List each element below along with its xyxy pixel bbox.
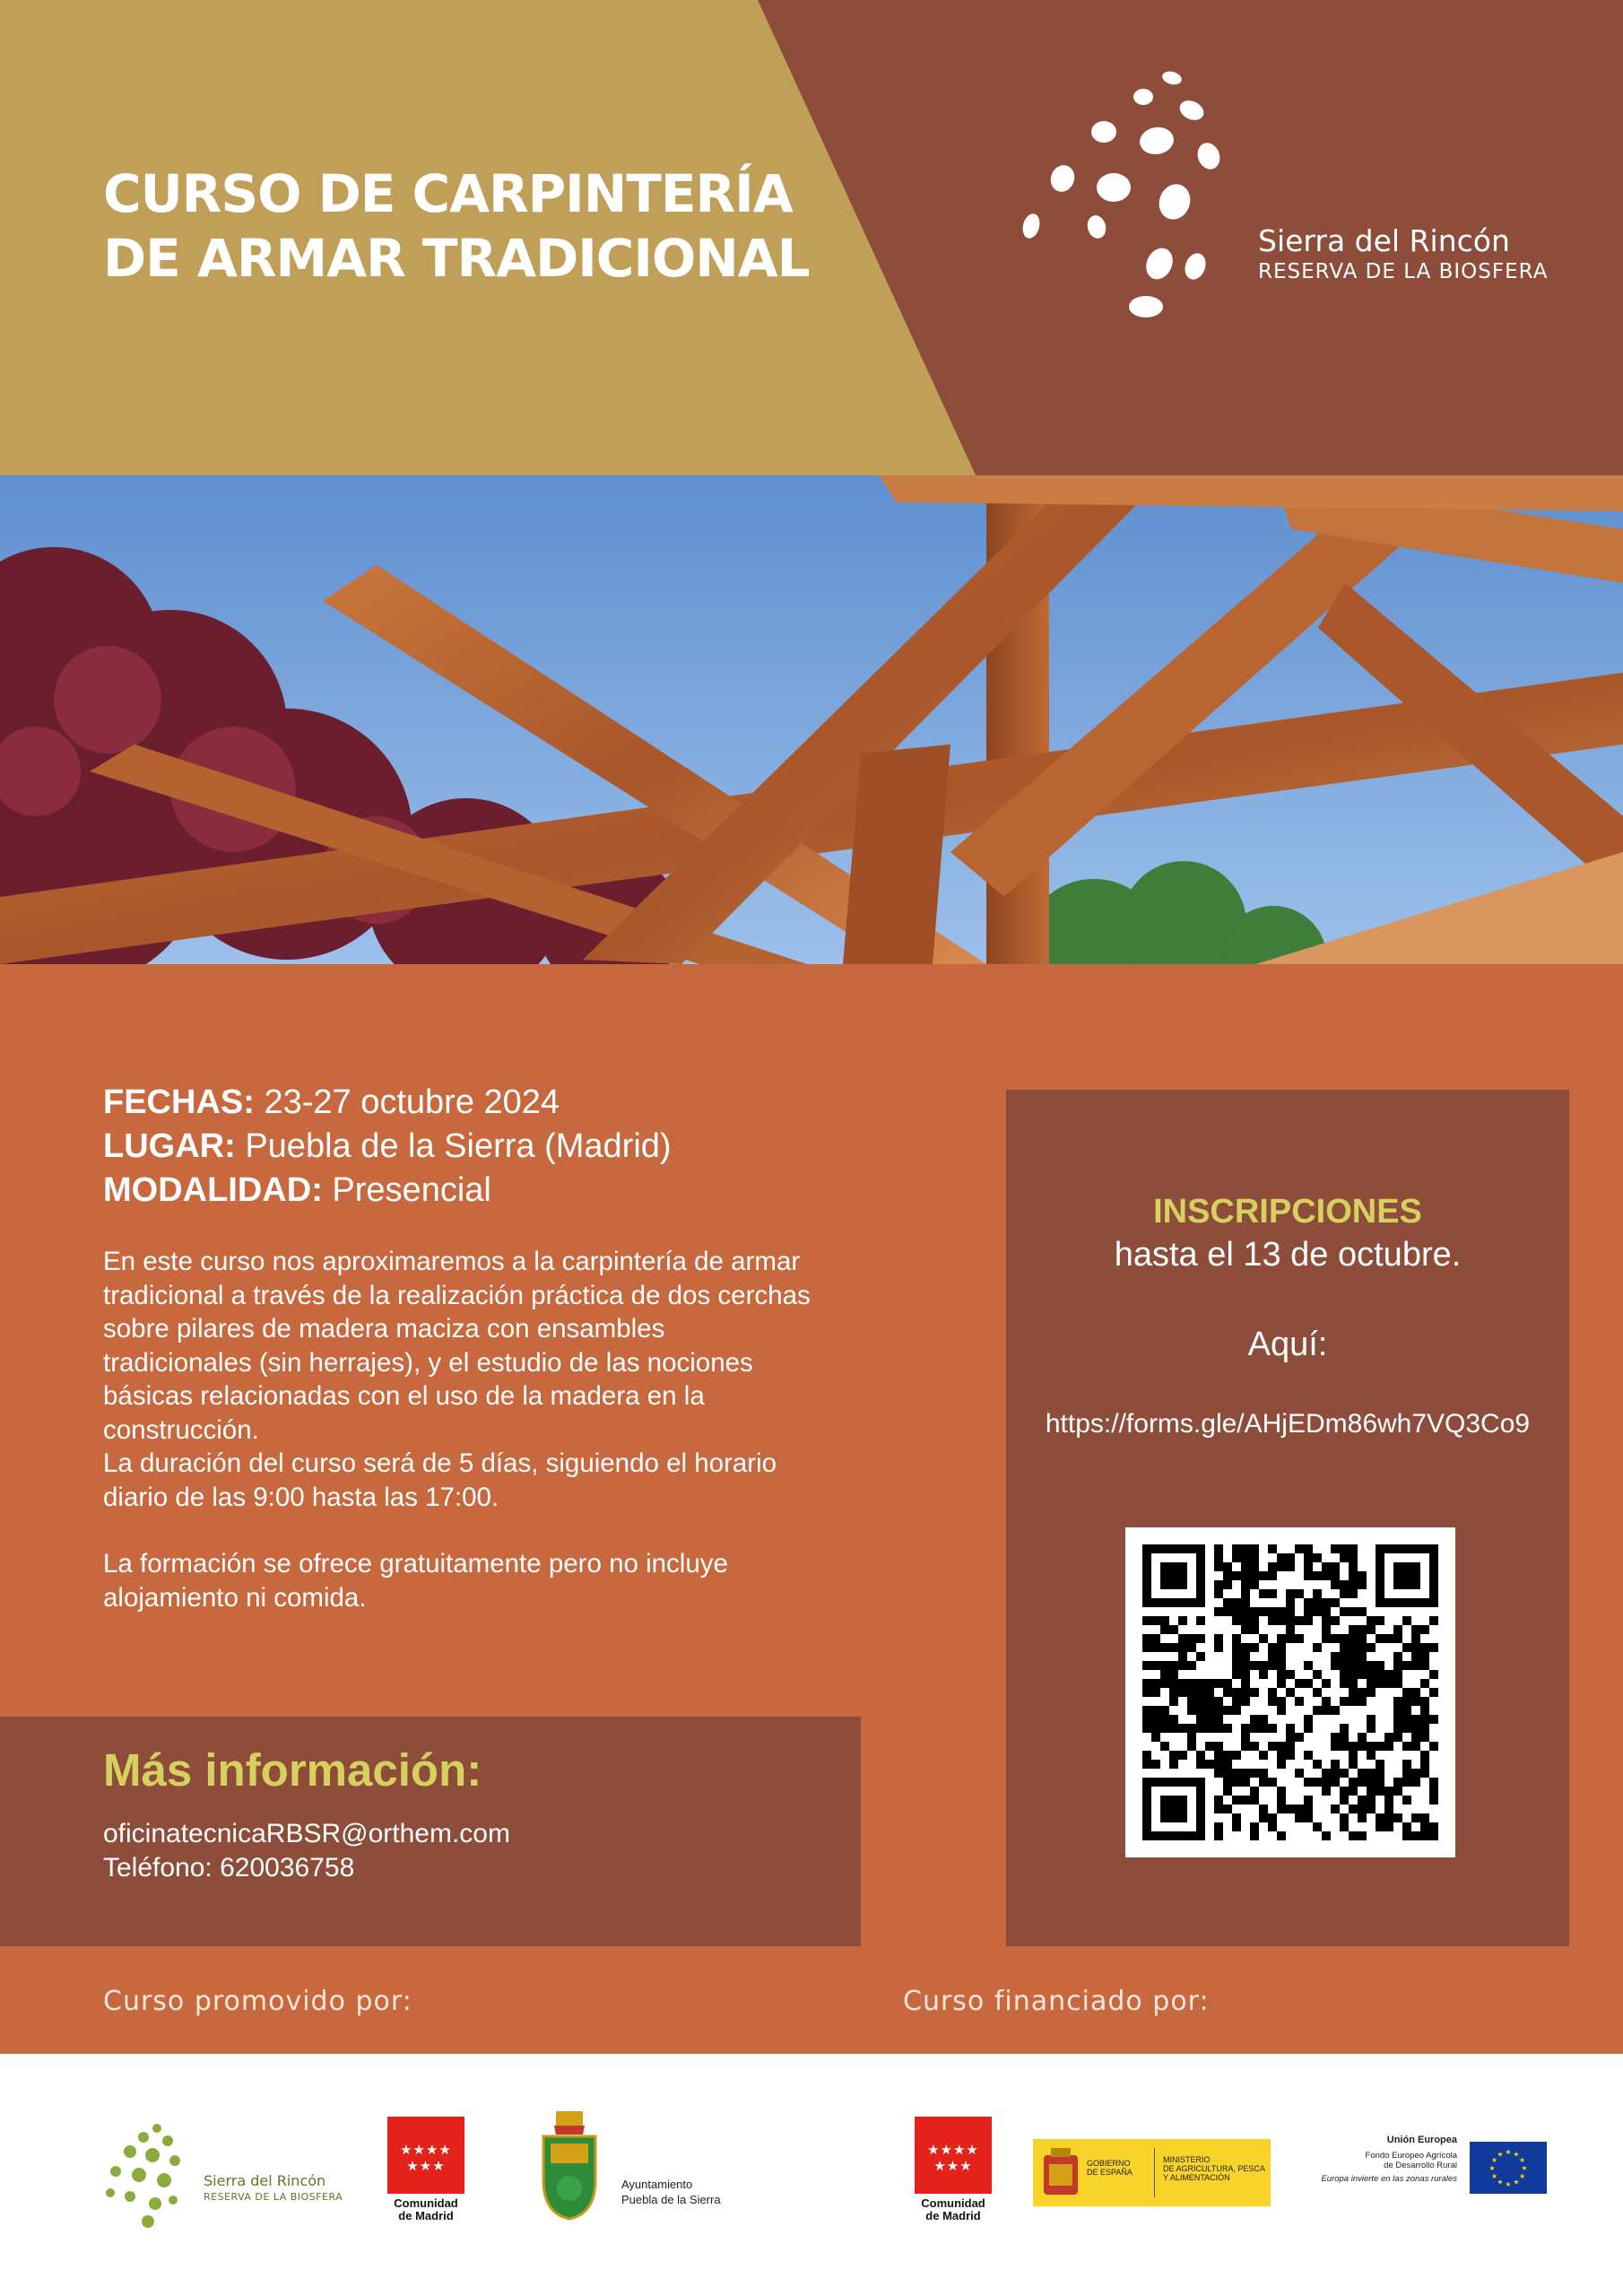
promoted-by-label: Curso promovido por:: [103, 1986, 412, 2017]
timber-frame-photo: [0, 475, 1623, 964]
gob-line-1: GOBIERNO: [1087, 2159, 1131, 2168]
small-logo-sub: RESERVA DE LA BIOSFERA: [204, 2191, 343, 2203]
svg-text:★: ★: [1519, 2172, 1526, 2180]
min-line-3: Y ALIMENTACIÓN: [1163, 2173, 1230, 2182]
spain-shield-icon: [1040, 2146, 1081, 2200]
svg-text:★: ★: [1505, 2148, 1512, 2156]
mode-value: Presencial: [332, 1171, 491, 1209]
dates-value: 23-27 octubre 2024: [264, 1083, 560, 1121]
svg-text:★: ★: [1490, 2156, 1497, 2164]
more-info-box: [0, 1717, 861, 1946]
timber-frame-illustration: [0, 475, 1623, 964]
qr-code-icon[interactable]: [1125, 1527, 1455, 1857]
course-description: [103, 1245, 820, 1614]
small-logo-name: Sierra del Rincón: [204, 2172, 326, 2189]
svg-text:★: ★: [1513, 2178, 1520, 2187]
min-line-2: DE AGRICULTURA, PESCA: [1163, 2164, 1265, 2173]
svg-text:★: ★: [1521, 2164, 1528, 2172]
mode-label: MODALIDAD:: [103, 1171, 323, 1209]
title-line-1: CURSO DE CARPINTERÍA: [103, 163, 793, 224]
ayuntamiento-logo: [538, 2108, 753, 2233]
place-label: LUGAR:: [103, 1127, 236, 1165]
cm2-line-1: Comunidad: [921, 2196, 985, 2210]
svg-text:★: ★: [1490, 2172, 1497, 2180]
eu-line-3: Europa invierte en las zonas rurales: [1321, 2174, 1457, 2184]
course-facts: [103, 1081, 672, 1213]
green-dots-logo-icon: [103, 2121, 193, 2229]
svg-text:★: ★: [1505, 2180, 1512, 2188]
registration-link[interactable]: https://forms.gle/AHjEDm86wh7VQ3Co9: [1045, 1409, 1531, 1439]
eu-line-1: Fondo Europeo Agrícola: [1365, 2151, 1457, 2161]
svg-text:★: ★: [1513, 2150, 1520, 2159]
dates-row: [103, 1081, 672, 1125]
ayto-line-2: Puebla de la Sierra: [621, 2193, 721, 2206]
ayto-line-1: Ayuntamiento: [621, 2178, 693, 2191]
madrid-flag-icon-2: ★★★★ ★★★: [915, 2117, 992, 2194]
description-paragraph-3: La formación se ofrece gratuitamente pero no incluye alojamiento ni comida.: [103, 1549, 728, 1613]
cm1-line-2: de Madrid: [398, 2209, 454, 2222]
dates-label: FECHAS:: [103, 1083, 255, 1121]
svg-text:★: ★: [1519, 2156, 1526, 2164]
coat-of-arms-icon: [538, 2108, 601, 2224]
mode-row: [103, 1169, 672, 1213]
sponsor-footer: [0, 2054, 1623, 2296]
registration-deadline: hasta el 13 de octubre.: [1114, 1236, 1462, 1274]
min-line-1: MINISTERIO: [1163, 2155, 1211, 2164]
description-paragraph-2: La duración del curso será de 5 días, siguiendo el horario diario de las 9:00 hasta las 17:00.: [103, 1448, 777, 1512]
eu-title: Unión Europea: [1386, 2135, 1457, 2145]
comunidad-de-madrid-logo-2: [915, 2117, 995, 2233]
cm1-line-1: Comunidad: [394, 2196, 458, 2210]
dots-logo-icon: [1018, 67, 1251, 327]
place-value: Puebla de la Sierra (Madrid): [245, 1127, 672, 1165]
place-row: [103, 1125, 672, 1169]
description-paragraph-1: En este curso nos aproximaremos a la carpintería de armar tradicional a través de la realización práctica de dos cerchas sobre pilares de madera maciza con ensambles tradicionales (sin herrajes), y el estudio de las nociones básicas relacionadas con el uso de la madera en la construcción.: [103, 1247, 811, 1445]
more-info-title: Más información:: [103, 1744, 482, 1796]
brand-name: Sierra del Rincón: [1258, 223, 1510, 258]
svg-text:★: ★: [1488, 2164, 1496, 2172]
comunidad-de-madrid-logo-1: [387, 2117, 468, 2233]
cm2-line-2: de Madrid: [925, 2209, 981, 2222]
registration-box: [1006, 1090, 1569, 1946]
ministerio-agricultura-logo: [1033, 2139, 1271, 2206]
brand-subtitle: RESERVA DE LA BIOSFERA: [1258, 260, 1549, 283]
registration-here: Aquí:: [1247, 1326, 1328, 1363]
contact-phone[interactable]: Teléfono: 620036758: [103, 1853, 355, 1883]
registration-title: INSCRIPCIONES: [1153, 1193, 1422, 1231]
union-europea-logo: [1305, 2135, 1556, 2215]
eu-line-2: de Desarrollo Rural: [1384, 2161, 1457, 2170]
sierra-del-rincon-small-logo: [103, 2121, 345, 2229]
qr-code-graphic: [1125, 1527, 1455, 1857]
header-banner: [0, 0, 1623, 475]
sierra-del-rincon-logo: [1018, 67, 1556, 327]
svg-text:★: ★: [1497, 2178, 1504, 2187]
eu-flag-icon: [1470, 2142, 1547, 2194]
page-title: [103, 161, 810, 291]
contact-email[interactable]: oficinatecnicaRBSR@orthem.com: [103, 1819, 510, 1848]
svg-text:★: ★: [1497, 2150, 1504, 2159]
title-line-2: DE ARMAR TRADICIONAL: [103, 228, 810, 289]
financed-by-label: Curso financiado por:: [903, 1986, 1210, 2017]
madrid-flag-icon: ★★★★ ★★★: [387, 2117, 464, 2194]
gob-line-2: DE ESPAÑA: [1087, 2168, 1133, 2177]
